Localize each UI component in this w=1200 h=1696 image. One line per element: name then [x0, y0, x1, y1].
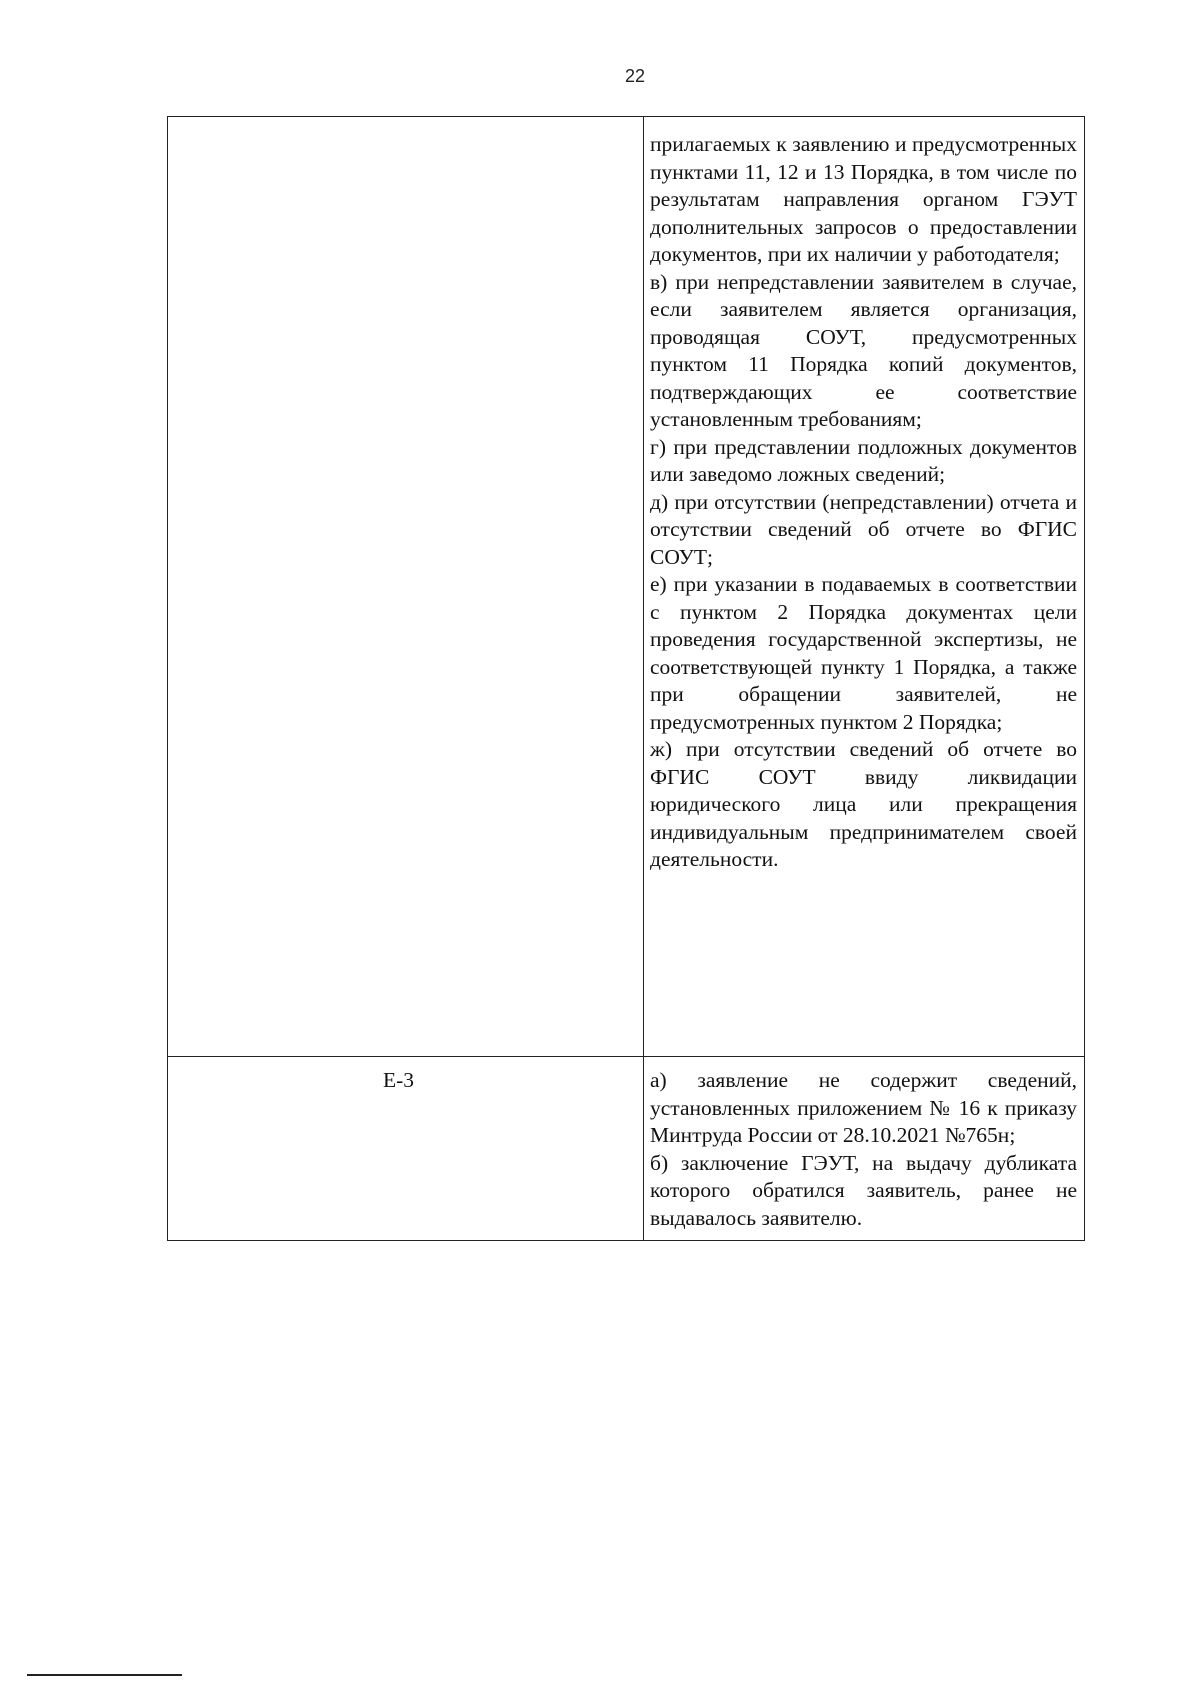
- paragraph: прилагаемых к заявлению и предусмотренных пунктами 11, 12 и 13 Порядка, в том числе по результатам направления органом ГЭУТ дополнительных запросов о предоставлении документов, при их наличии у работодателя;: [650, 132, 1077, 266]
- paragraph: г) при представлении подложных документов или заведомо ложных сведений;: [650, 434, 1077, 486]
- code-cell: [168, 1057, 644, 1241]
- paragraph: е) при указании в подаваемых в соответствии с пунктом 2 Порядка документах цели проведения государственной экспертизы, не соответствующей пункту 1 Порядка, а также при обращении заявителей, не предусмотренных пунктом 2 Порядка;: [650, 572, 1077, 734]
- text-cell: [644, 117, 1085, 1057]
- paragraph: а) заявление не содержит сведений, установленных приложением № 16 к приказу Минтруда России от 28.10.2021 №765н;: [650, 1068, 1077, 1147]
- paragraph: в) при непредставлении заявителем в случае, если заявителем является организация, проводящая СОУТ, предусмотренных пунктом 11 Порядка копий документов, подтверждающих ее соответствие установленным требованиям;: [650, 269, 1077, 431]
- row-code: Е-3: [382, 1068, 415, 1092]
- paragraph: ж) при отсутствии сведений об отчете во ФГИС СОУТ ввиду ликвидации юридического лица или прекращения индивидуальным предпринимателем своей деятельности.: [650, 737, 1077, 871]
- paragraph: б) заключение ГЭУТ, на выдачу дубликата которого обратился заявитель, ранее не выдавалось заявителю.: [650, 1150, 1077, 1230]
- footnote-separator: [27, 1674, 182, 1676]
- text-cell: [644, 1057, 1085, 1241]
- conditions-table: [167, 116, 1085, 1241]
- row-code: [168, 117, 643, 127]
- code-cell: [168, 117, 644, 1057]
- paragraph: д) при отсутствии (непредставлении) отчета и отсутствии сведений об отчете во ФГИС СОУТ;: [650, 489, 1077, 569]
- table-row: [168, 1057, 1085, 1241]
- page-number: 22: [624, 66, 646, 86]
- table-row: [168, 117, 1085, 1057]
